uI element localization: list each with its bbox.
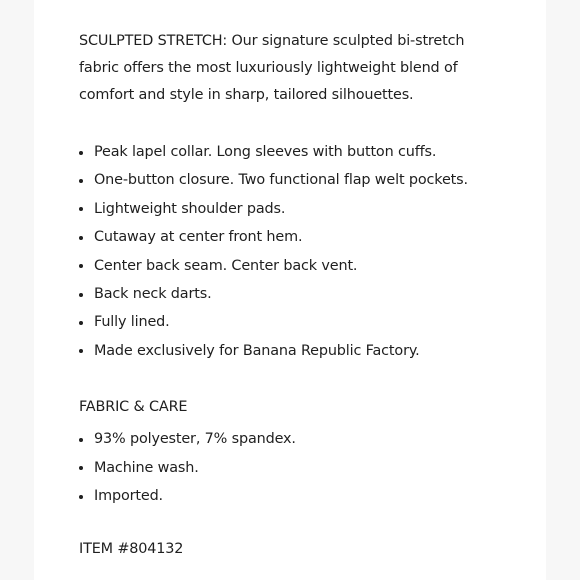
left-margin [0,0,34,580]
bullet-icon [79,179,83,183]
bullet-icon [79,293,83,297]
bullet-icon [79,321,83,325]
feature-text: Cutaway at center front hem. [94,229,303,246]
fabric-care-heading: FABRIC & CARE [79,399,188,416]
bullet-icon [79,438,83,442]
feature-text: Peak lapel collar. Long sleeves with button cuffs. [94,144,437,160]
feature-item [79,138,539,166]
feature-item [79,308,539,336]
bullet-icon [79,236,83,240]
description-content [79,28,539,563]
feature-text: Lightweight shoulder pads. [94,200,286,217]
fabric-care-list [79,425,539,510]
bullet-icon [79,151,83,155]
feature-item [79,166,539,194]
fabric-care-text: Imported. [94,488,163,505]
feature-item [79,223,539,251]
bullet-icon [79,264,83,268]
bullet-icon [79,207,83,211]
bullet-icon [79,349,83,353]
feature-item [79,195,539,223]
fabric-care-text: Machine wash. [94,459,199,476]
feature-text: Back neck darts. [94,286,212,303]
fabric-care-text: 93% polyester, 7% spandex. [94,431,296,448]
feature-item [79,252,539,280]
fabric-care-item [79,425,539,453]
feature-item [79,280,539,308]
fabric-care-item [79,454,539,482]
feature-item [79,337,539,365]
right-margin [546,0,580,580]
bullet-icon [79,495,83,499]
feature-text: Fully lined. [94,314,170,331]
feature-text: Center back seam. Center back vent. [94,257,358,274]
bullet-icon [79,466,83,470]
feature-text: One-button closure. Two functional flap welt pockets. [94,172,468,189]
feature-text: Made exclusively for Banana Republic Factory. [94,342,420,359]
intro-paragraph: SCULPTED STRETCH: Our signature sculpted bi-stretch fabric offers the most luxuriously lightweight blend of comfort and style in sharp, tailored silhouettes. [79,33,465,103]
item-number: ITEM #804132 [79,541,184,558]
features-list [79,138,539,365]
fabric-care-item [79,482,539,510]
